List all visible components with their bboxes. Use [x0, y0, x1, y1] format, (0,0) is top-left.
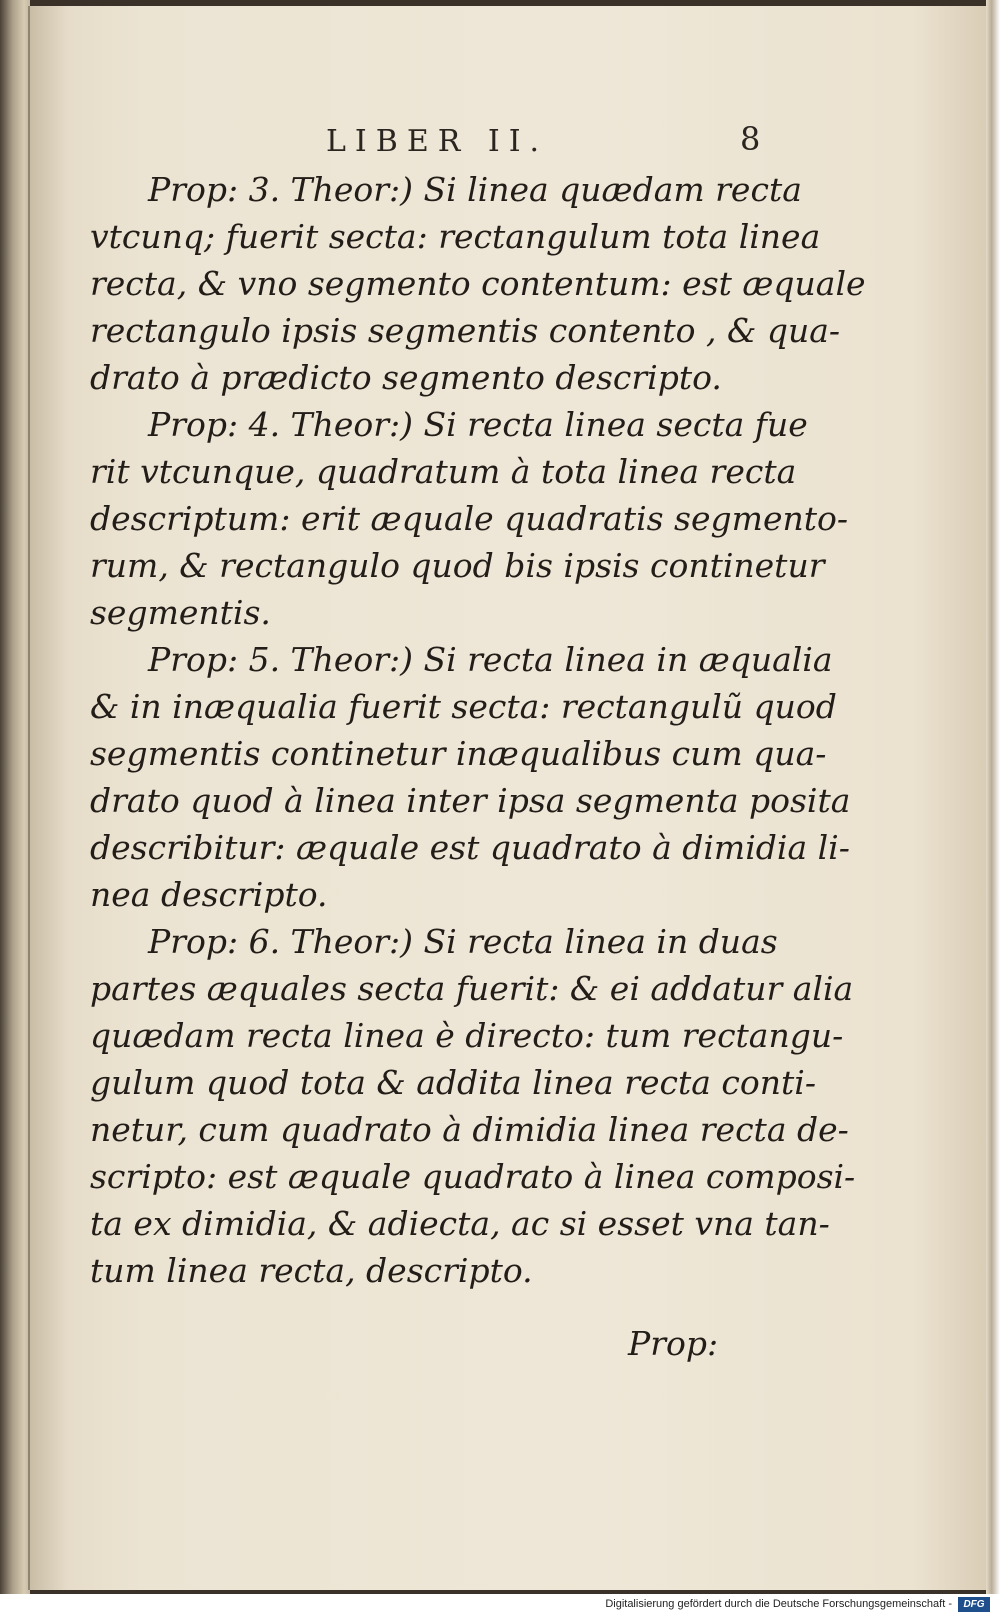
text-line: describitur: æquale est quadrato à dimidia li- — [90, 828, 850, 867]
text-line: Prop: 6. Theor:) Si recta linea in duas — [148, 922, 778, 961]
dfg-logo: DFG — [958, 1597, 990, 1612]
text-line: ta ex dimidia, & adiecta, ac si esset vna tan- — [90, 1204, 830, 1243]
text-line: scripto: est æquale quadrato à linea composi- — [90, 1157, 856, 1196]
text-line: tum linea recta, descripto. — [90, 1251, 533, 1290]
text-line: rit vtcunque, quadratum à tota linea recta — [90, 452, 797, 491]
text-block — [90, 166, 866, 1294]
text-line: gulum quod tota & addita linea recta conti- — [90, 1063, 816, 1102]
text-line: Prop: 4. Theor:) Si recta linea secta fue — [148, 405, 808, 444]
text-line: descriptum: erit æquale quadratis segmento- — [90, 499, 849, 538]
text-line: Prop: 5. Theor:) Si recta linea in æqualia — [148, 640, 833, 679]
binding-edge — [0, 0, 30, 1594]
text-line: rum, & rectangulo quod bis ipsis continetur — [90, 546, 825, 585]
text-line: segmentis. — [90, 593, 271, 632]
book-page — [28, 6, 990, 1590]
page-header — [30, 120, 990, 164]
text-line: segmentis continetur inæqualibus cum qua- — [90, 734, 827, 773]
page-number: 8 — [740, 120, 761, 158]
text-line: Prop: 3. Theor:) Si linea quædam recta — [148, 170, 802, 209]
running-title: LIBER II. — [326, 124, 549, 159]
catchword: Prop: — [628, 1324, 719, 1363]
text-line: drato à prædicto segmento descripto. — [90, 358, 722, 397]
text-line: netur, cum quadrato à dimidia linea recta de- — [90, 1110, 849, 1149]
funding-credit: Digitalisierung gefördert durch die Deutsche Forschungsgemeinschaft - — [605, 1598, 952, 1610]
text-line: partes æquales secta fuerit: & ei addatur alia — [90, 969, 854, 1008]
text-line: & in inæqualia fuerit secta: rectangulũ quod — [90, 687, 837, 726]
text-line: vtcunq; fuerit secta: rectangulum tota linea — [90, 217, 821, 256]
digitization-footer — [0, 1594, 1000, 1617]
text-line: rectangulo ipsis segmentis contento , & qua- — [90, 311, 841, 350]
text-line: recta, & vno segmento contentum: est æquale — [90, 264, 866, 303]
text-line: nea descripto. — [90, 875, 328, 914]
page-edge — [986, 0, 1000, 1594]
text-line: quædam recta linea è directo: tum rectangu- — [90, 1016, 844, 1055]
text-line: drato quod à linea inter ipsa segmenta posita — [90, 781, 851, 820]
